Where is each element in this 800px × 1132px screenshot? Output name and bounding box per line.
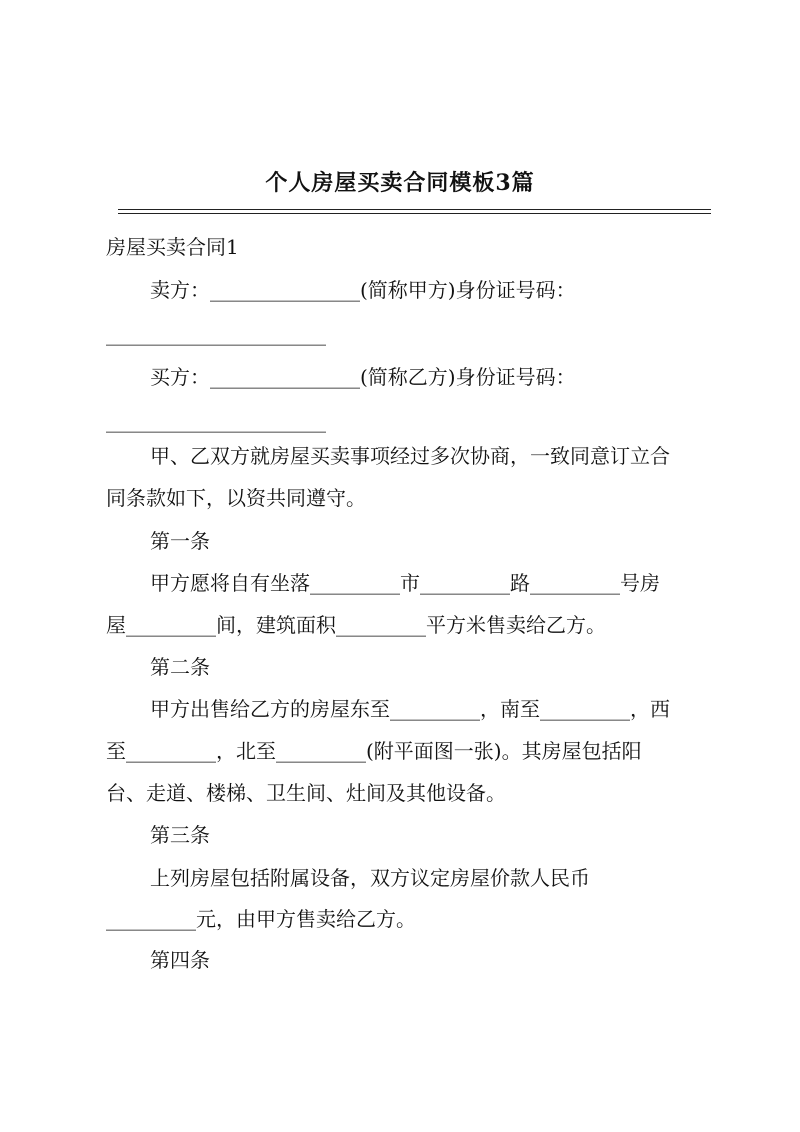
paragraph-line: 至_________，北至_________(附平面图一张)。其房屋包括阳 (106, 739, 642, 763)
title-divider-bottom (118, 213, 711, 214)
paragraph-line: 同条款如下，以资共同遵守。 (106, 486, 366, 510)
seller-id-blank: ______________________ (106, 322, 326, 346)
section-heading: 房屋买卖合同1 (106, 235, 239, 259)
article-heading: 第一条 (150, 529, 210, 553)
paragraph-line: 甲方出售给乙方的房屋东至_________，南至_________，西 (150, 697, 670, 721)
article-heading: 第三条 (150, 823, 210, 847)
paragraph-line: 甲方愿将自有坐落_________市_________路_________号房 (150, 571, 660, 595)
article-heading: 第二条 (150, 655, 210, 679)
paragraph-line: 上列房屋包括附属设备，双方议定房屋价款人民币 (150, 866, 590, 890)
article-heading: 第四条 (150, 948, 210, 972)
paragraph-line: 屋_________间，建筑面积_________平方米售卖给乙方。 (106, 613, 606, 637)
paragraph-line: 甲、乙双方就房屋买卖事项经过多次协商，一致同意订立合 (150, 444, 670, 468)
buyer-id-blank: ______________________ (106, 409, 326, 433)
paragraph-line: 台、走道、楼梯、卫生间、灶间及其他设备。 (106, 781, 506, 805)
paragraph-line: _________元，由甲方售卖给乙方。 (106, 907, 416, 931)
document-title: 个人房屋买卖合同模板3篇 (265, 170, 535, 196)
seller-line: 卖方：_______________(简称甲方)身份证号码： (150, 278, 576, 302)
title-divider-top (118, 209, 711, 210)
buyer-line: 买方：_______________(简称乙方)身份证号码： (150, 365, 576, 389)
